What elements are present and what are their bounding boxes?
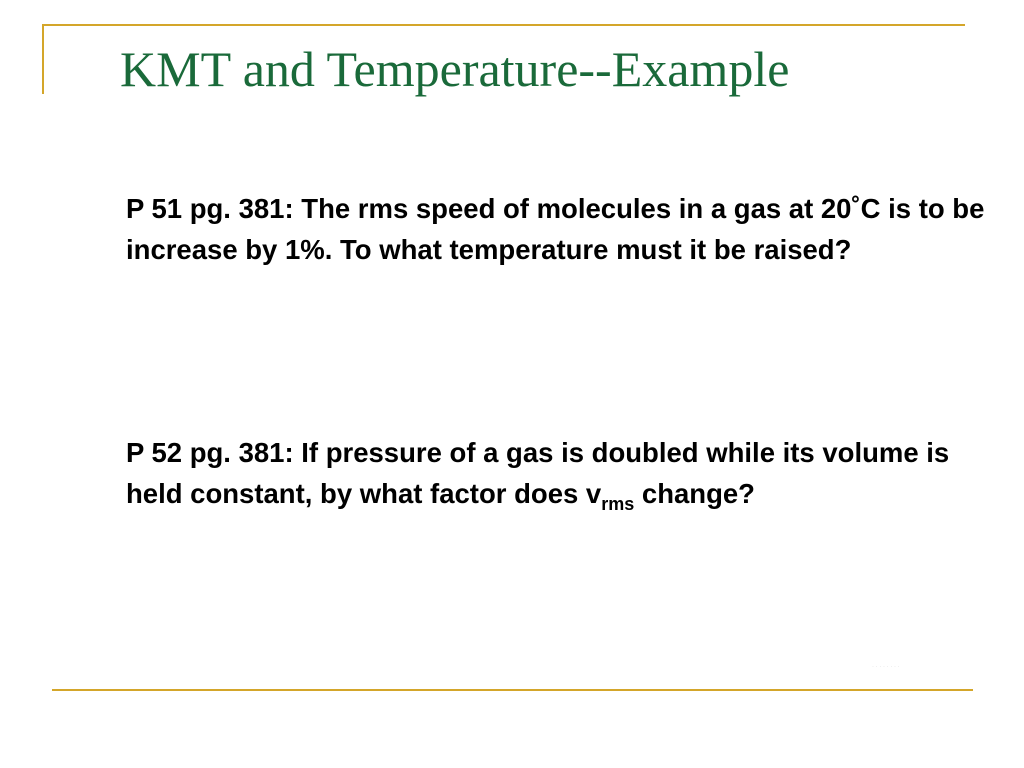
faint-watermark: · · · · · · · · (872, 664, 900, 670)
problem-52-text-main: P 52 pg. 381: If pressure of a gas is doubled while its volume is held constant, by what factor does v (126, 437, 950, 509)
problem-52-text (126, 432, 996, 514)
top-divider (42, 24, 965, 26)
problem-51-text: P 51 pg. 381: The rms speed of molecules in a gas at 20˚C is to be increase by 1%. To what temperature must it be raised? (126, 193, 985, 265)
slide-title: KMT and Temperature--Example (120, 41, 790, 97)
problem-52-text-end: change? (634, 478, 755, 509)
left-divider (42, 24, 44, 94)
rms-subscript: rms (601, 494, 635, 514)
bottom-divider (52, 689, 973, 691)
